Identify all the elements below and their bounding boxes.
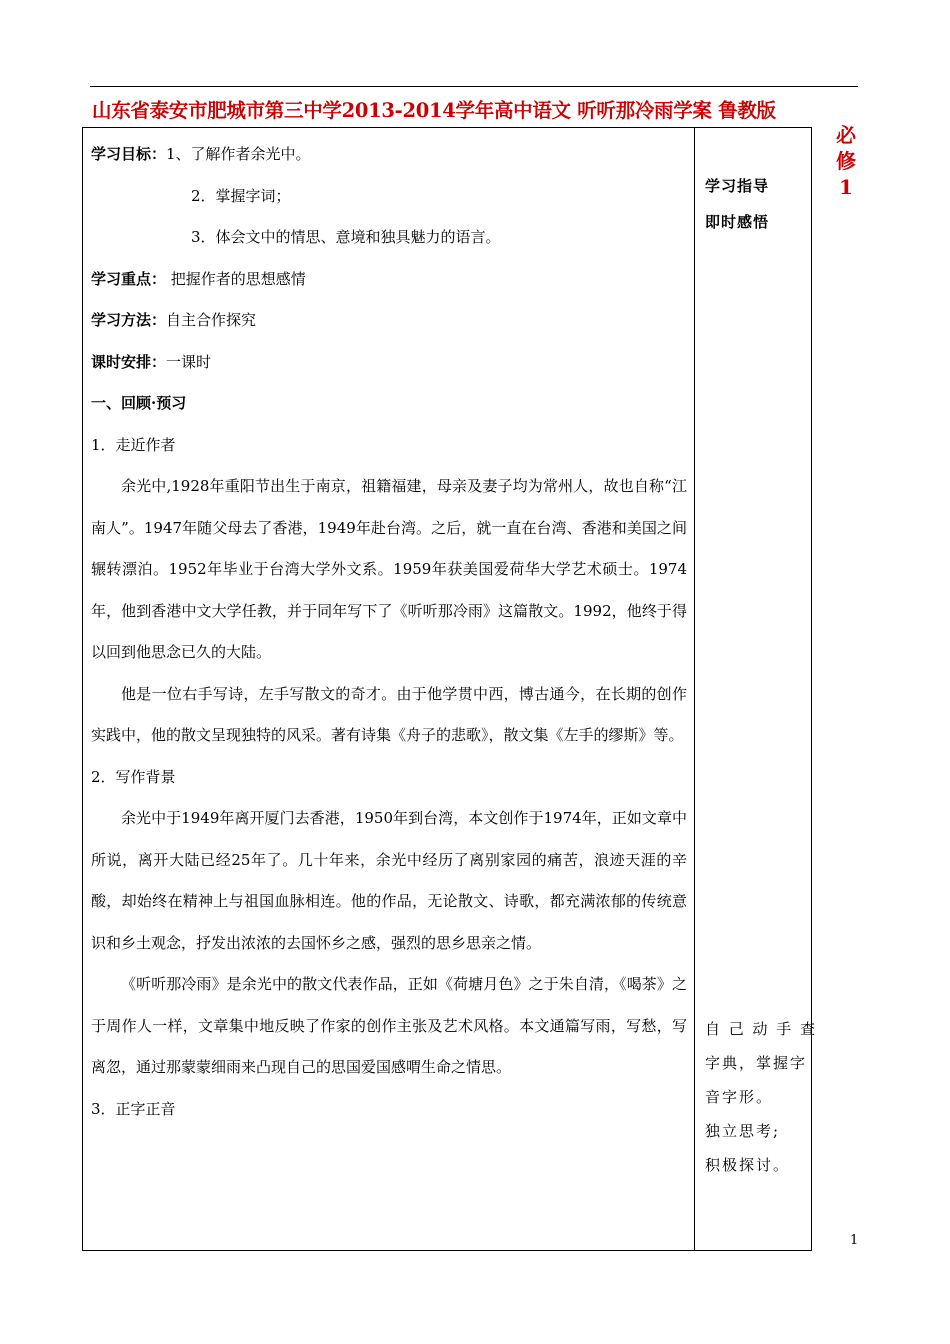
title-tail-char: 1 bbox=[839, 175, 853, 199]
schedule-row bbox=[91, 342, 687, 384]
paragraph-background bbox=[91, 798, 687, 964]
focus-value: 把握作者的思想感情 bbox=[170, 269, 306, 288]
side-note: 独立思考; bbox=[705, 1122, 781, 1140]
subheading: 3．正字正音 bbox=[91, 1099, 176, 1118]
side-guide-label: 学习指导 bbox=[705, 177, 770, 195]
section-heading: 一、回顾·预习 bbox=[91, 394, 187, 412]
side-insight-label: 即时感悟 bbox=[705, 213, 770, 231]
side-note: 字典，掌握字 bbox=[705, 1054, 808, 1072]
document-title: 山东省泰安市肥城市第三中学2013-2014学年高中语文 听听那冷雨学案 鲁教版 bbox=[92, 99, 776, 122]
main-column bbox=[91, 134, 687, 1130]
title-tail-char: 修 bbox=[836, 149, 856, 173]
paragraph-author-bio bbox=[91, 466, 687, 674]
paragraph-text: 余光中,1928年重阳节出生于南京，祖籍福建，母亲及妻子均为常州人，故也自称“江南人”。1947年随父母去了香港，1949年赴台湾。之后，就一直在台湾、香港和美国之间辗转漂泊。1952年毕业于台湾大学外文系。1959年获美国爱荷华大学艺术硕士。1974年，他到香港中文大学任教，并于同年写下了《听听那冷雨》这篇散文。1992，他终于得以回到他思念已久的大陆。 bbox=[91, 477, 687, 661]
goal-item-1: 1、了解作者余光中。 bbox=[166, 145, 311, 163]
subheading: 1．走近作者 bbox=[91, 435, 176, 454]
paragraph-author-style bbox=[91, 674, 687, 757]
subheading: 2．写作背景 bbox=[91, 767, 176, 786]
side-note: 音字形。 bbox=[705, 1088, 774, 1106]
paragraph-text: 《听听那冷雨》是余光中的散文代表作品，正如《荷塘月色》之于朱自清，《喝茶》之于周作人一样，文章集中地反映了作家的创作主张及艺术风格。本文通篇写雨，写愁，写离忽，通过那蒙蒙细雨来凸现自己的思国爱国感喟生命之情思。 bbox=[91, 975, 687, 1076]
goal-item-2: 2．掌握字词； bbox=[191, 186, 291, 205]
paragraph-text: 余光中于1949年离开厦门去香港，1950年到台湾，本文创作于1974年，正如文章中所说，离开大陆已经25年了。几十年来，余光中经历了离别家园的痛苦，浪迹天涯的辛酸，却始终在精神上与祖国血脉相连。他的作品，无论散文、诗歌，都充满浓郁的传统意识和乡土观念，抒发出浓浓的去国怀乡之感，强烈的思乡思亲之情。 bbox=[91, 809, 687, 952]
goal-label: 学习目标： bbox=[91, 145, 167, 163]
column-divider bbox=[694, 127, 695, 1251]
goal-row bbox=[91, 134, 687, 176]
side-note: 自 己 动 手 查 bbox=[705, 1020, 818, 1038]
goal-item-3: 3．体会文中的情思、意境和独具魅力的语言。 bbox=[191, 228, 501, 246]
side-note: 积极探讨。 bbox=[705, 1156, 791, 1174]
focus-label: 学习重点： bbox=[91, 269, 167, 288]
method-row bbox=[91, 300, 687, 342]
schedule-label: 课时安排： bbox=[91, 352, 167, 371]
side-column-header bbox=[705, 168, 805, 240]
schedule-value: 一课时 bbox=[166, 352, 212, 371]
paragraph-work bbox=[91, 964, 687, 1089]
header-rule bbox=[90, 86, 858, 87]
focus-row bbox=[91, 259, 687, 301]
document-title-tail bbox=[826, 122, 866, 200]
method-label: 学习方法： bbox=[91, 311, 167, 329]
title-tail-char: 必 bbox=[836, 123, 856, 147]
side-notes bbox=[705, 1012, 818, 1182]
page-number: 1 bbox=[850, 1233, 859, 1248]
method-value: 自主合作探究 bbox=[166, 311, 257, 329]
paragraph-text: 他是一位右手写诗，左手写散文的奇才。由于他学贯中西，博古通今，在长期的创作实践中，他的散文呈现独特的风采。著有诗集《舟子的悲歌》，散文集《左手的缪斯》等。 bbox=[91, 684, 687, 744]
